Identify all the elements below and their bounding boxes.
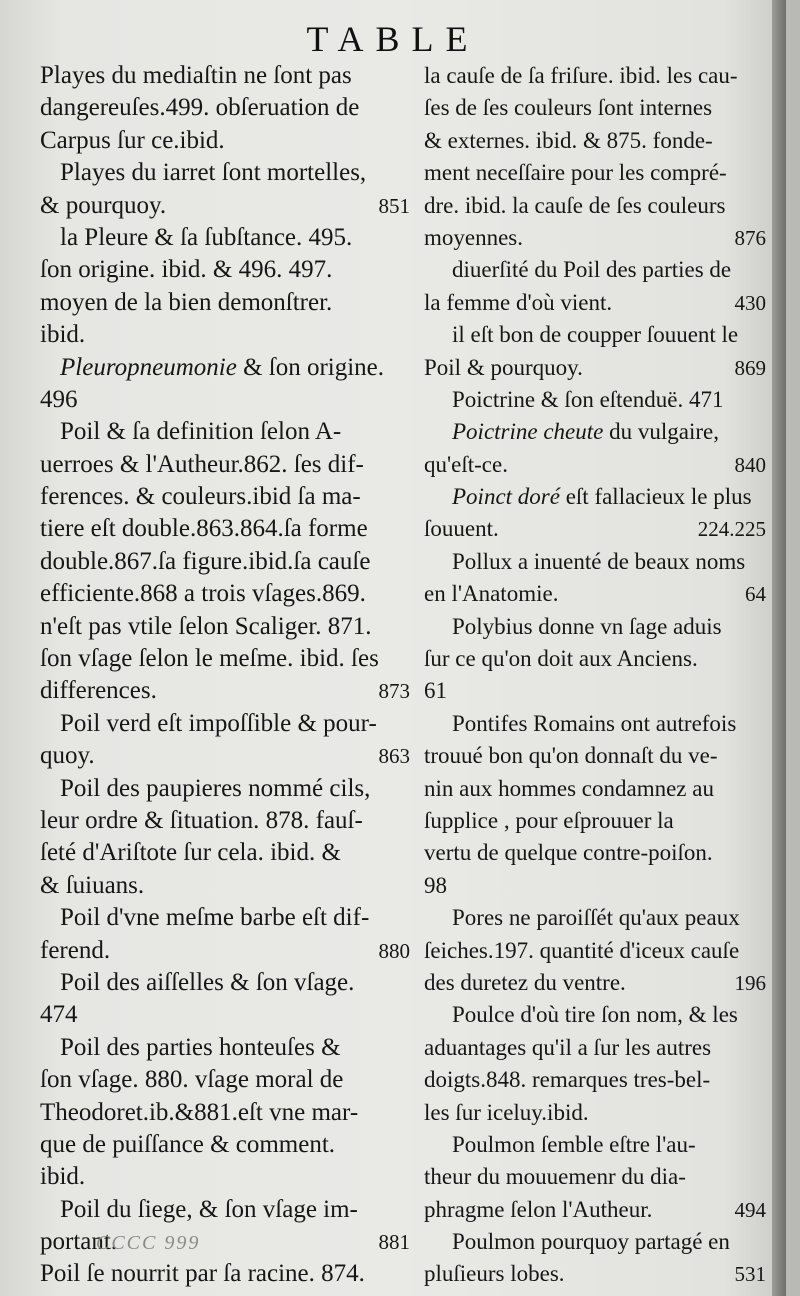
entry-text bbox=[424, 776, 714, 801]
index-line bbox=[424, 384, 770, 416]
bleed-through-text: CCCC 999 bbox=[96, 1232, 201, 1254]
entry-text bbox=[60, 969, 354, 996]
index-line bbox=[424, 870, 770, 902]
entry-body: & ſuiuans. bbox=[40, 871, 145, 899]
entry-text bbox=[60, 224, 352, 251]
index-line bbox=[40, 1194, 414, 1226]
index-line bbox=[40, 1097, 414, 1129]
entry-text bbox=[40, 613, 372, 640]
entry-body: Poil d'vne meſme barbe eſt dif- bbox=[60, 904, 370, 932]
entry-body: Poil ſe nourrit par ſa racine. 874. bbox=[40, 1260, 365, 1288]
entry-text bbox=[424, 808, 674, 833]
index-line bbox=[40, 837, 414, 869]
index-line bbox=[40, 1161, 414, 1193]
page-reference: 224.225 bbox=[697, 517, 766, 542]
entry-text bbox=[424, 352, 583, 384]
index-line bbox=[40, 449, 414, 481]
entry-text bbox=[40, 675, 157, 707]
entry-body: Carpus ſur ce.ibid. bbox=[40, 126, 225, 154]
entry-text bbox=[40, 1099, 358, 1126]
entry-body: trouué bon qu'on donnaſt du ve- bbox=[424, 743, 718, 769]
entry-text bbox=[424, 1100, 589, 1125]
entry-text bbox=[40, 935, 110, 967]
index-line bbox=[40, 967, 414, 999]
index-line bbox=[424, 319, 770, 351]
entry-text bbox=[40, 256, 332, 283]
index-line bbox=[424, 481, 770, 513]
page-reference: 881 bbox=[378, 1230, 410, 1255]
entry-text bbox=[40, 483, 361, 510]
entry-text bbox=[40, 321, 85, 348]
entry-text bbox=[424, 1067, 710, 1092]
index-line bbox=[40, 578, 414, 610]
entry-body: qu'eſt-ce. bbox=[424, 451, 508, 477]
entry-body: dre. ibid. la cauſe de ſes couleurs bbox=[424, 192, 726, 218]
index-line bbox=[424, 935, 770, 967]
index-line bbox=[40, 319, 414, 351]
entry-body: & ſon origine. bbox=[236, 353, 385, 381]
entry-text bbox=[40, 451, 364, 478]
entry-text bbox=[40, 515, 368, 542]
entry-body: doigts.848. remarques tres-bel- bbox=[424, 1067, 711, 1093]
entry-text bbox=[424, 578, 558, 610]
entry-text bbox=[60, 418, 341, 445]
page-reference: 863 bbox=[378, 744, 410, 769]
entry-body: Poil & ſa definition ſelon A- bbox=[60, 418, 342, 446]
index-line bbox=[424, 416, 770, 448]
entry-body: Poil verd eſt impoſſible & pour- bbox=[60, 709, 377, 737]
entry-text bbox=[424, 678, 447, 703]
index-line bbox=[40, 190, 414, 222]
entry-text bbox=[424, 287, 612, 319]
entry-text bbox=[424, 1194, 652, 1226]
entry-text bbox=[40, 839, 341, 866]
entry-text bbox=[40, 386, 78, 413]
index-line bbox=[40, 384, 414, 416]
entry-body: Playes du iarret ſont mortelles, bbox=[60, 159, 367, 187]
entry-text bbox=[40, 548, 370, 575]
index-column-right bbox=[424, 60, 770, 1291]
entry-body: quoy. bbox=[40, 742, 95, 770]
entry-text bbox=[452, 322, 738, 347]
page-reference: 64 bbox=[745, 582, 766, 607]
index-line bbox=[424, 254, 770, 286]
entry-text bbox=[40, 1066, 343, 1093]
entry-body: Poulmon pourquoy partagé en bbox=[452, 1229, 730, 1255]
italic-term: Poinct doré bbox=[452, 484, 560, 510]
entry-text bbox=[452, 549, 745, 574]
entry-body: ſeté d'Ariſtote ſur cela. ibid. & bbox=[40, 839, 341, 867]
entry-body: aduantages qu'il a ſur les autres bbox=[424, 1034, 712, 1060]
entry-text bbox=[40, 289, 332, 316]
entry-text bbox=[60, 1034, 341, 1061]
page-header: TABLE bbox=[306, 19, 480, 59]
index-line bbox=[40, 643, 414, 675]
entry-body: Pontifes Romains ont autrefois bbox=[452, 710, 737, 736]
entry-text bbox=[424, 938, 739, 963]
index-line bbox=[40, 222, 414, 254]
entry-body: ſeiches.197. quantité d'iceux cauſe bbox=[424, 937, 740, 963]
index-line bbox=[424, 578, 770, 610]
page-reference: 531 bbox=[734, 1262, 766, 1287]
index-line bbox=[424, 60, 770, 92]
index-line bbox=[40, 546, 414, 578]
page-edge-shadow bbox=[772, 0, 786, 1296]
entry-body: Playes du mediaſtin ne ſont pas bbox=[40, 62, 352, 89]
entry-body: n'eſt pas vtile ſelon Scaliger. 871. bbox=[40, 612, 372, 640]
index-line bbox=[424, 546, 770, 578]
entry-body: uerroes & l'Autheur.862. ſes dif- bbox=[40, 450, 364, 478]
entry-text bbox=[424, 1035, 711, 1060]
entry-text bbox=[60, 159, 366, 186]
index-line bbox=[424, 287, 770, 319]
entry-body: ſupplice , pour eſprouuer la bbox=[424, 807, 674, 833]
index-line bbox=[40, 1032, 414, 1064]
entry-body: la cauſe de ſa friſure. ibid. les cau- bbox=[424, 63, 738, 88]
entry-text bbox=[452, 484, 752, 509]
italic-term: Poictrine cheute bbox=[452, 419, 604, 445]
entry-text bbox=[452, 387, 723, 412]
entry-text bbox=[424, 449, 508, 481]
entry-text bbox=[452, 614, 722, 639]
index-line bbox=[40, 481, 414, 513]
entry-text bbox=[424, 840, 713, 865]
index-line bbox=[40, 805, 414, 837]
index-line bbox=[424, 805, 770, 837]
index-line bbox=[40, 254, 414, 286]
entry-body: dangereuſes.499. obſeruation de bbox=[40, 94, 360, 122]
entry-body: Poulmon ſemble eſtre l'au- bbox=[452, 1131, 696, 1157]
entry-body: Poulce d'où tire ſon nom, & les bbox=[452, 1002, 738, 1028]
italic-term: Pleuropneumonie bbox=[60, 353, 237, 381]
index-line bbox=[40, 675, 414, 707]
entry-body: ibid. bbox=[40, 1163, 86, 1191]
index-line bbox=[424, 999, 770, 1031]
entry-body: 61 bbox=[424, 678, 447, 704]
page-reference: 876 bbox=[734, 225, 766, 250]
entry-body: Poil du ſiege, & ſon vſage im- bbox=[60, 1195, 358, 1223]
entry-body: du vulgaire, bbox=[603, 419, 719, 445]
entry-text bbox=[40, 62, 352, 89]
entry-body: ſes de ſes couleurs ſont internes bbox=[424, 95, 713, 121]
entry-body: 98 bbox=[424, 872, 447, 898]
entry-text bbox=[424, 160, 727, 185]
entry-body: ment neceſſaire pour les compré- bbox=[424, 160, 727, 186]
entry-body: que de puiſſance & comment. bbox=[40, 1130, 336, 1158]
entry-text bbox=[424, 743, 718, 768]
index-line bbox=[424, 513, 770, 545]
entry-text bbox=[40, 127, 225, 154]
entry-body: leur ordre & ſituation. 878. fauſ- bbox=[40, 806, 363, 834]
index-line bbox=[424, 740, 770, 772]
entry-body: Pores ne paroiſſét qu'aux peaux bbox=[452, 905, 740, 931]
entry-body: Poil & pourquoy. bbox=[424, 354, 583, 380]
entry-body: Pollux a inuenté de beaux noms bbox=[452, 548, 746, 574]
page-reference: 840 bbox=[734, 452, 766, 477]
entry-body: en l'Anatomie. bbox=[424, 581, 559, 607]
entry-text bbox=[452, 1132, 696, 1157]
entry-body: moyennes. bbox=[424, 224, 524, 250]
entry-body: ſur ce qu'on doit aux Anciens. bbox=[424, 646, 698, 672]
index-line bbox=[424, 1194, 770, 1226]
entry-text bbox=[452, 1002, 738, 1027]
index-line bbox=[40, 60, 414, 92]
entry-body: & externes. ibid. & 875. fonde- bbox=[424, 127, 713, 153]
page-reference: 869 bbox=[734, 355, 766, 380]
index-line bbox=[40, 870, 414, 902]
entry-body: la femme d'où vient. bbox=[424, 289, 613, 315]
index-line bbox=[40, 611, 414, 643]
entry-body: Poictrine & ſon eſtenduë. 471 bbox=[452, 386, 724, 412]
index-line bbox=[424, 157, 770, 189]
entry-body: 496 bbox=[40, 385, 78, 413]
entry-text bbox=[40, 1001, 78, 1028]
entry-text bbox=[40, 645, 379, 672]
index-line bbox=[40, 513, 414, 545]
entry-text bbox=[40, 872, 144, 899]
entry-body: tiere eſt double.863.864.ſa forme bbox=[40, 515, 368, 543]
entry-body: Poil des paupieres nommé cils, bbox=[60, 774, 371, 802]
entry-text bbox=[424, 193, 725, 218]
entry-text bbox=[40, 190, 166, 222]
entry-body: il eſt bon de coupper ſouuent le bbox=[452, 322, 739, 348]
index-column-left bbox=[40, 60, 414, 1291]
index-line bbox=[424, 773, 770, 805]
entry-body: differences. bbox=[40, 677, 157, 705]
index-line bbox=[424, 92, 770, 124]
index-line bbox=[40, 1258, 414, 1290]
index-line bbox=[424, 1161, 770, 1193]
entry-body: des duretez du ventre. bbox=[424, 969, 626, 995]
index-line bbox=[40, 708, 414, 740]
entry-body: ferences. & couleurs.ibid ſa ma- bbox=[40, 483, 361, 511]
entry-body: vertu de quelque contre-poiſon. bbox=[424, 840, 713, 866]
index-line bbox=[40, 416, 414, 448]
page-reference: 873 bbox=[378, 679, 410, 704]
entry-text bbox=[452, 419, 719, 444]
index-line bbox=[40, 999, 414, 1031]
index-line bbox=[424, 967, 770, 999]
index-line bbox=[424, 708, 770, 740]
entry-body: ſouuent. bbox=[424, 516, 499, 542]
index-line bbox=[40, 125, 414, 157]
index-line bbox=[424, 352, 770, 384]
index-line bbox=[40, 157, 414, 189]
entry-body: Poil des parties honteuſes & bbox=[60, 1033, 341, 1061]
index-line bbox=[40, 902, 414, 934]
index-line bbox=[424, 1032, 770, 1064]
entry-text bbox=[424, 1258, 565, 1290]
entry-text bbox=[60, 904, 369, 931]
page-reference: 494 bbox=[734, 1197, 766, 1222]
entry-body: ſon vſage ſelon le meſme. ibid. ſes bbox=[40, 645, 379, 673]
entry-text bbox=[424, 967, 626, 999]
entry-text bbox=[60, 354, 384, 381]
index-line bbox=[40, 935, 414, 967]
index-line bbox=[40, 773, 414, 805]
index-line bbox=[424, 222, 770, 254]
entry-body: Poil des aiſſelles & ſon vſage. bbox=[60, 968, 355, 996]
entry-text bbox=[40, 740, 95, 772]
entry-body: & pourquoy. bbox=[40, 191, 167, 219]
index-line bbox=[424, 190, 770, 222]
page-reference: 851 bbox=[378, 193, 410, 218]
entry-text bbox=[452, 905, 740, 930]
index-line bbox=[424, 1129, 770, 1161]
entry-body: la Pleure & ſa ſubſtance. 495. bbox=[60, 223, 353, 251]
entry-text bbox=[452, 711, 736, 736]
index-line bbox=[40, 352, 414, 384]
entry-text bbox=[424, 646, 698, 671]
entry-text bbox=[60, 710, 377, 737]
index-line bbox=[40, 1129, 414, 1161]
entry-body: 474 bbox=[40, 1001, 78, 1029]
entry-text bbox=[40, 807, 363, 834]
entry-body: portant. bbox=[40, 1228, 118, 1256]
index-line bbox=[40, 1064, 414, 1096]
entry-body: ſon vſage. 880. vſage moral de bbox=[40, 1066, 344, 1094]
entry-body: efficiente.868 a trois vſages.869. bbox=[40, 580, 366, 608]
index-line bbox=[424, 643, 770, 675]
entry-body: diuerſité du Poil des parties de bbox=[452, 257, 732, 283]
index-line bbox=[424, 125, 770, 157]
entry-text bbox=[424, 63, 738, 88]
index-line bbox=[40, 287, 414, 319]
index-line bbox=[424, 449, 770, 481]
entry-text bbox=[424, 1164, 686, 1189]
entry-text bbox=[452, 257, 731, 282]
entry-body: ſon origine. ibid. & 496. 497. bbox=[40, 256, 333, 284]
entry-body: Polybius donne vn ſage aduis bbox=[452, 613, 722, 639]
entry-text bbox=[424, 95, 712, 120]
index-line bbox=[40, 740, 414, 772]
entry-text bbox=[424, 128, 713, 153]
index-line bbox=[424, 837, 770, 869]
entry-body: Theodoret.ib.&881.eſt vne mar- bbox=[40, 1098, 359, 1126]
entry-text bbox=[452, 1229, 730, 1254]
entry-text bbox=[424, 222, 523, 254]
entry-text bbox=[40, 1260, 365, 1287]
entry-text bbox=[424, 513, 499, 545]
entry-body: pluſieurs lobes. bbox=[424, 1261, 565, 1287]
index-line bbox=[424, 902, 770, 934]
entry-body: ibid. bbox=[40, 321, 86, 349]
index-line bbox=[424, 1226, 770, 1258]
entry-text bbox=[424, 873, 447, 898]
page-reference: 430 bbox=[734, 290, 766, 315]
entry-text bbox=[40, 1131, 335, 1158]
entry-body: double.867.ſa figure.ibid.ſa cauſe bbox=[40, 547, 371, 575]
entry-body: phragme ſelon l'Autheur. bbox=[424, 1196, 653, 1222]
index-line bbox=[424, 675, 770, 707]
entry-text bbox=[40, 1163, 85, 1190]
index-line bbox=[424, 1064, 770, 1096]
entry-body: les ſur iceluy.ibid. bbox=[424, 1099, 589, 1125]
entry-text bbox=[40, 580, 366, 607]
index-line bbox=[424, 1258, 770, 1290]
entry-body: theur du mouuemenr du dia- bbox=[424, 1164, 686, 1190]
index-line bbox=[40, 92, 414, 124]
entry-text bbox=[40, 94, 359, 121]
index-line bbox=[424, 1097, 770, 1129]
entry-body: eſt fallacieux le plus bbox=[559, 484, 752, 510]
page-reference: 196 bbox=[734, 970, 766, 995]
entry-body: nin aux hommes condamnez au bbox=[424, 775, 714, 801]
entry-text bbox=[60, 1196, 358, 1223]
index-line bbox=[424, 611, 770, 643]
entry-body: moyen de la bien demonſtrer. bbox=[40, 288, 333, 316]
entry-body: ferend. bbox=[40, 936, 111, 964]
page-reference: 880 bbox=[378, 938, 410, 963]
entry-text bbox=[60, 775, 370, 802]
